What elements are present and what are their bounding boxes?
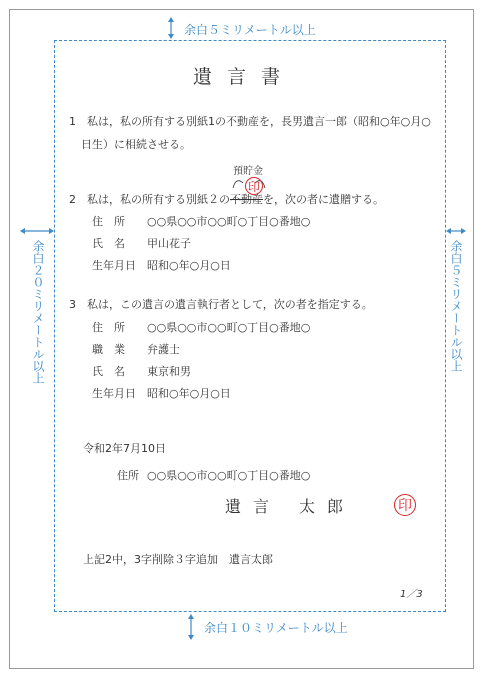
clause2-main-before: 2 私は，私の所有する別紙２の — [69, 193, 230, 206]
signer-name-part-1: 遺 — [225, 497, 242, 516]
signer-address-value: ○○県○○市○○町○丁目○番地○ — [147, 469, 311, 482]
clause2-struck-text: 不動産 — [230, 193, 263, 206]
inserted-text: 預貯金 — [233, 166, 263, 177]
clause3-address-label: 住 所 — [92, 321, 125, 334]
bottom-margin-note: 余白１０ミリメートル以上 — [204, 621, 348, 635]
clause2-name-value: 甲山花子 — [147, 237, 191, 250]
signer-name-part-4: 郎 — [327, 497, 344, 516]
clause3-name-value: 東京和男 — [147, 365, 191, 378]
clause3-main: 3 私は，この遺言の遺言執行者として，次の者を指定する。 — [69, 298, 373, 311]
document-title: 遺言書 — [193, 66, 296, 88]
clause1-line1: 1 私は，私の所有する別紙1の不動産を，長男遺言一郎（昭和○年○月○ — [69, 115, 431, 128]
right-margin-note: 余白５ミリメートル以上 — [449, 240, 463, 372]
clause3-address-value: ○○県○○市○○町○丁目○番地○ — [147, 321, 311, 334]
signer-name-part-2: 言 — [253, 497, 270, 516]
top-margin-note: 余白５ミリメートル以上 — [184, 23, 316, 37]
correction-seal-text: 印 — [247, 180, 260, 194]
bottom-margin-arrow-icon — [186, 614, 196, 640]
clause3-name-label: 氏 名 — [92, 365, 125, 378]
postscript: 上記2中，3字削除３字追加 遺言太郎 — [83, 553, 273, 566]
clause2-dob-label: 生年月日 — [92, 259, 136, 272]
page-number: 1／3 — [400, 589, 423, 600]
clause3-dob-label: 生年月日 — [92, 387, 136, 400]
right-margin-arrow-icon — [446, 226, 466, 236]
clause2-dob-value: 昭和○年○月○日 — [147, 259, 231, 272]
signer-name-part-3: 太 — [299, 497, 316, 516]
clause2-address-label: 住 所 — [92, 215, 125, 228]
clause3-job-value: 弁護士 — [147, 343, 180, 356]
clause2-main-after: を，次の者に遺贈する。 — [263, 193, 384, 206]
clause3-job-label: 職 業 — [92, 343, 125, 356]
left-margin-note: 余白２０ミリメートル以上 — [31, 240, 45, 384]
clause2-address-value: ○○県○○市○○町○丁目○番地○ — [147, 215, 311, 228]
left-margin-arrow-icon — [20, 226, 54, 236]
signer-name — [225, 494, 355, 517]
top-margin-arrow-icon — [166, 17, 176, 39]
clause2-main — [69, 193, 384, 207]
clause1-line2: 日生）に相続させる。 — [81, 138, 191, 151]
signer-seal-icon — [394, 494, 416, 516]
signer-seal-text: 印 — [398, 498, 412, 514]
clause3-dob-value: 昭和○年○月○日 — [147, 387, 231, 400]
clause2-name-label: 氏 名 — [92, 237, 125, 250]
document-date: 令和2年7月10日 — [83, 442, 166, 455]
signer-address-label: 住所 — [117, 469, 139, 482]
